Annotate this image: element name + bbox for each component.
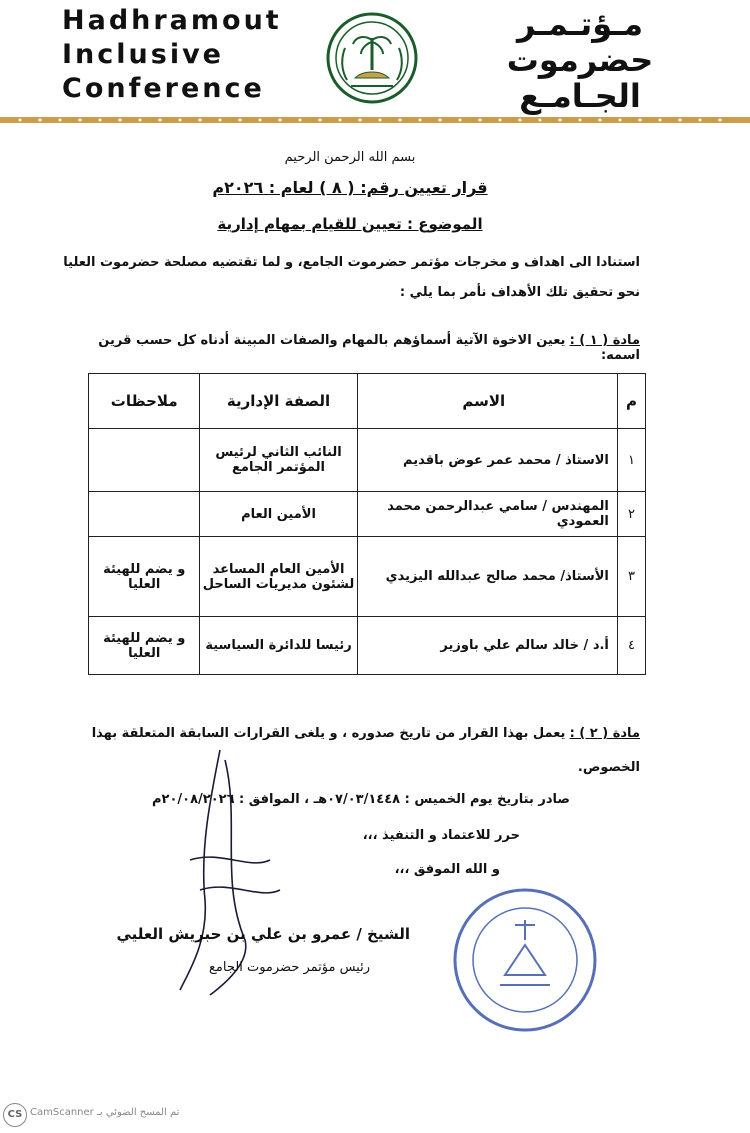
preamble-line-2: نحو تحقيق تلك الأهداف نأمر بما يلي :	[399, 285, 640, 300]
row-name: المهندس / سامي عبدالرحمن محمد العمودي	[357, 492, 617, 537]
header-notes: ملاحظات	[89, 374, 200, 429]
row-title: رئيسا للدائرة السياسية	[200, 617, 357, 675]
appointments-table	[88, 373, 646, 675]
table-row	[89, 537, 646, 617]
table-header-row	[89, 374, 646, 429]
table-row	[89, 429, 646, 492]
row-title: الأمين العام المساعد لشئون مديريات الساحل	[200, 537, 357, 617]
for-approval-note: حرر للاعتماد و التنفيذ ،،،	[362, 828, 520, 843]
row-number: ٢	[617, 492, 645, 537]
official-stamp	[445, 880, 605, 1040]
arabic-organization-name	[470, 6, 690, 114]
table-row	[89, 492, 646, 537]
closing-phrase: و الله الموفق ،،،	[394, 862, 500, 877]
row-title: الأمين العام	[200, 492, 357, 537]
row-name: الاستاذ / محمد عمر عوض باقديم	[357, 429, 617, 492]
article-1-text: يعين الاخوة الآتية أسماؤهم بالمهام والصفات المبينة أدناه كل حسب قرين اسمه:	[98, 333, 640, 363]
row-number: ٣	[617, 537, 645, 617]
decision-subject: الموضوع : تعيين للقيام بمهام إدارية	[217, 215, 483, 233]
article-2-text: يعمل بهذا القرار من تاريخ صدوره ، و يلغى القرارات السابقة المتعلقة بهذا	[91, 726, 566, 741]
row-title: النائب الثاني لرئيس المؤتمر الجامع	[200, 429, 357, 492]
arabic-title-line-1: مـؤتـمـر	[516, 5, 644, 43]
arabic-title-line-3: الجـامـع	[519, 77, 641, 115]
row-notes: و يضم للهيئة العليا	[89, 537, 200, 617]
row-notes	[89, 492, 200, 537]
camscanner-watermark: تم المسح الضوئي بـ CamScanner	[30, 1107, 180, 1118]
english-title-line-1: Hadhramout	[62, 5, 282, 36]
conference-emblem-logo	[325, 8, 420, 108]
signatory-name: الشيخ / عمرو بن علي بن حبريش العليي	[116, 925, 410, 943]
english-title-line-2: Inclusive	[62, 39, 224, 70]
article-2-label: مادة ( ٢ ) :	[569, 726, 640, 741]
row-number: ١	[617, 429, 645, 492]
decision-title: قرار تعيين رقم: ( ٨ ) لعام : ٢٠٢٦م	[212, 178, 488, 197]
english-organization-name	[62, 4, 282, 106]
row-number: ٤	[617, 617, 645, 675]
row-name: أ.د / خالد سالم علي باوزير	[357, 617, 617, 675]
article-1-label: مادة ( ١ ) :	[569, 333, 640, 348]
table-row	[89, 617, 646, 675]
article-1	[60, 333, 640, 363]
letterhead	[0, 0, 750, 135]
preamble-line-1: استنادا الى اهداف و مخرجات مؤتمر حضرموت الجامع، و لما تقتضيه مصلحة حضرموت العليا	[63, 255, 640, 270]
article-2-continuation: الخصوص.	[577, 760, 640, 775]
decorative-header-band	[0, 113, 750, 127]
header-name: الاسم	[357, 374, 617, 429]
basmala: بسم الله الرحمن الرحيم	[284, 150, 416, 165]
header-title: الصفة الإدارية	[200, 374, 357, 429]
article-2	[60, 726, 640, 741]
camscanner-logo: CS	[3, 1103, 27, 1127]
header-number: م	[617, 374, 645, 429]
arabic-title-line-2: حضرموت	[506, 41, 654, 79]
row-notes	[89, 429, 200, 492]
issue-date: صادر بتاريخ يوم الخميس : ٠٧/٠٣/١٤٤٨هـ ، الموافق : ٢٠/٠٨/٢٠٢٦م	[152, 792, 570, 807]
row-name: الأستاذ/ محمد صالح عبدالله اليزيدي	[357, 537, 617, 617]
english-title-line-3: Conference	[62, 73, 265, 104]
row-notes: و يضم للهيئة العليا	[89, 617, 200, 675]
signatory-title: رئيس مؤتمر حضرموت الجامع	[209, 960, 370, 975]
